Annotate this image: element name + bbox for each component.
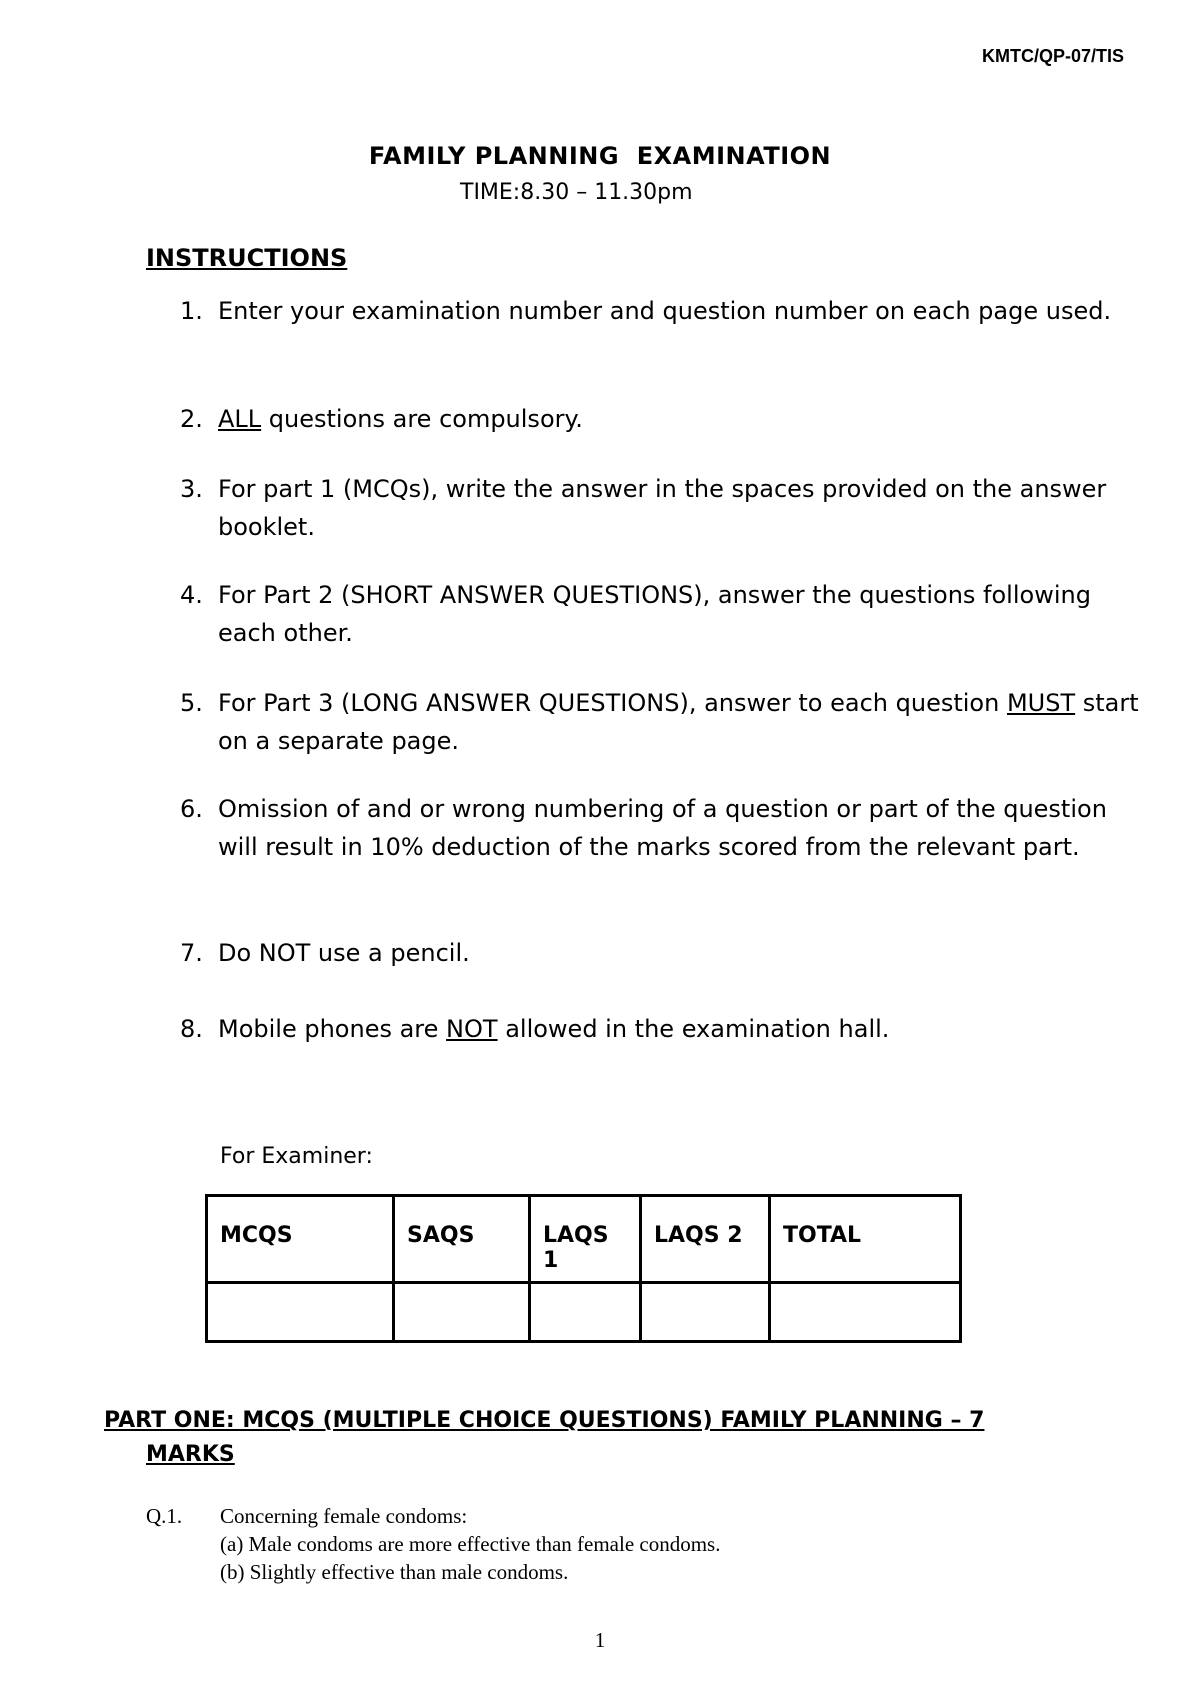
grade-column-header: LAQS 1 — [530, 1196, 641, 1283]
instruction-text: Enter your examination number and question number on each page used. — [218, 297, 1112, 325]
instruction-item — [180, 292, 1140, 330]
question-option: (b) Slightly effective than male condoms. — [220, 1560, 569, 1584]
instruction-number: 2. — [180, 405, 203, 433]
instruction-text: For Part 3 (LONG ANSWER QUESTIONS), answer to each question — [218, 689, 1007, 717]
instruction-emphasis: ALL — [218, 405, 262, 433]
instruction-number: 1. — [180, 297, 203, 325]
instruction-emphasis: NOT — [446, 1015, 498, 1043]
page-number: 1 — [594, 1628, 606, 1652]
instruction-item — [180, 1010, 1140, 1048]
instruction-item — [180, 934, 1140, 972]
examiner-label: For Examiner: — [220, 1144, 373, 1169]
instruction-item — [180, 684, 1140, 760]
instructions-heading: INSTRUCTIONS — [146, 244, 348, 272]
instruction-text: For part 1 (MCQs), write the answer in the spaces provided on the answer booklet. — [218, 475, 1107, 541]
instruction-item — [180, 400, 1140, 438]
instruction-text: allowed in the examination hall. — [497, 1015, 890, 1043]
grade-column-header: TOTAL — [770, 1196, 961, 1283]
instruction-text: Omission of and or wrong numbering of a question or part of the question will result in 10% deduction of the marks scored from the relevant part. — [218, 795, 1107, 861]
exam-title: FAMILY PLANNING EXAMINATION — [368, 142, 832, 170]
instruction-text: start on a separate page. — [218, 689, 1139, 755]
grade-entry-cell — [394, 1283, 530, 1342]
grade-entry-cell — [207, 1283, 394, 1342]
instruction-item — [180, 470, 1140, 546]
document-code: KMTC/QP-07/TIS — [981, 46, 1124, 66]
instruction-text: Do NOT use a pencil. — [218, 939, 470, 967]
instruction-number: 8. — [180, 1015, 203, 1043]
grade-entry-cell — [770, 1283, 961, 1342]
part-one-heading-line: PART ONE: MCQS (MULTIPLE CHOICE QUESTIONS) FAMILY PLANNING – 7 — [104, 1408, 985, 1433]
grade-column-header: LAQS 2 — [641, 1196, 770, 1283]
part-one-heading-line: MARKS — [146, 1442, 235, 1467]
instruction-item — [180, 576, 1140, 652]
instruction-number: 7. — [180, 939, 203, 967]
instruction-text: questions are compulsory. — [261, 405, 583, 433]
grade-entry-cell — [641, 1283, 770, 1342]
instruction-item — [180, 790, 1140, 866]
exam-time: TIME:8.30 – 11.30pm — [460, 180, 693, 205]
instruction-text: For Part 2 (SHORT ANSWER QUESTIONS), answer the questions following each other. — [218, 581, 1091, 647]
question-number: Q.1. — [146, 1504, 183, 1528]
grade-table-header-row — [207, 1196, 961, 1283]
instruction-number: 4. — [180, 581, 203, 609]
instruction-number: 3. — [180, 475, 203, 503]
grade-entry-row — [207, 1283, 961, 1342]
examiner-grade-table — [205, 1194, 962, 1343]
grade-column-header: MCQS — [207, 1196, 394, 1283]
question-option: (a) Male condoms are more effective than female condoms. — [220, 1532, 721, 1556]
part-one-heading — [104, 1404, 1104, 1472]
instruction-number: 6. — [180, 795, 203, 823]
grade-column-header: SAQS — [394, 1196, 530, 1283]
instruction-number: 5. — [180, 689, 203, 717]
instruction-emphasis: MUST — [1006, 689, 1076, 717]
grade-entry-cell — [530, 1283, 641, 1342]
instruction-text: Mobile phones are — [218, 1015, 447, 1043]
question-stem: Concerning female condoms: — [220, 1504, 468, 1528]
